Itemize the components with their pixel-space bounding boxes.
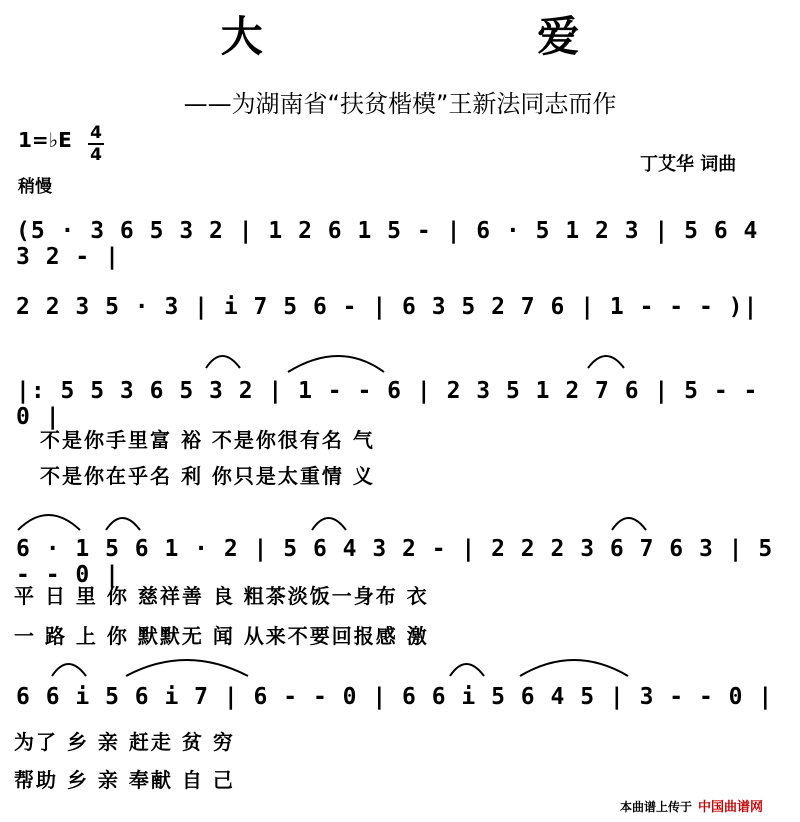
- composer-credit: 丁艾华 词曲: [640, 154, 737, 175]
- song-subtitle: ——为湖南省“扶贫楷模”王新法同志而作: [183, 90, 617, 118]
- song-title: 大 爱: [220, 12, 710, 61]
- site-logo: 中国曲谱网: [698, 800, 764, 815]
- tempo-marking: 稍慢: [18, 177, 52, 197]
- lyric-line-5-verse-2: 帮助 乡 亲 奉献 自 己: [14, 768, 235, 792]
- lyric-line-5-verse-1: 为了 乡 亲 赶走 贫 穷: [14, 730, 235, 754]
- time-signature-top: 4: [90, 123, 102, 143]
- lyric-line-4-verse-2: 一 路 上 你 默默无 闻 从来不要回报感 激: [14, 624, 429, 648]
- lyric-line-3-verse-1: 不是你手里富 裕 不是你很有名 气: [40, 428, 375, 452]
- notation-line-1: (5 · 3 6 5 3 2 | 1 2 6 1 5 - | 6 · 5 1 2 3 | 5 6 4 3 2 - |: [16, 218, 759, 270]
- key-signature: 1=♭E: [18, 128, 72, 152]
- upload-credit: 本曲谱上传于: [620, 800, 693, 814]
- notation-line-3: |: 5 5 3 6 5 3 2 | 1 - - 6 | 2 3 5 1 2 7 6 | 5 - - 0 |: [16, 378, 759, 430]
- notation-line-5: 6 6 i 5 6 i 7 | 6 - - 0 | 6 6 i 5 6 4 5 | 3 - - 0 |: [16, 684, 774, 710]
- notation-line-4: 6 · 1 5 6 1 · 2 | 5 6 4 3 2 - | 2 2 2 3 6 7 6 3 | 5 - - 0 |: [16, 536, 774, 588]
- time-signature-bottom: 4: [90, 145, 102, 165]
- lyric-line-4-verse-1: 平 日 里 你 慈祥善 良 粗茶淡饭一身布 衣: [14, 584, 429, 608]
- lyric-line-3-verse-2: 不是你在乎名 利 你只是太重情 义: [40, 464, 375, 488]
- notation-line-2: 2 2 3 5 · 3 | i 7 5 6 - | 6 3 5 2 7 6 | 1 - - - )|: [16, 294, 759, 320]
